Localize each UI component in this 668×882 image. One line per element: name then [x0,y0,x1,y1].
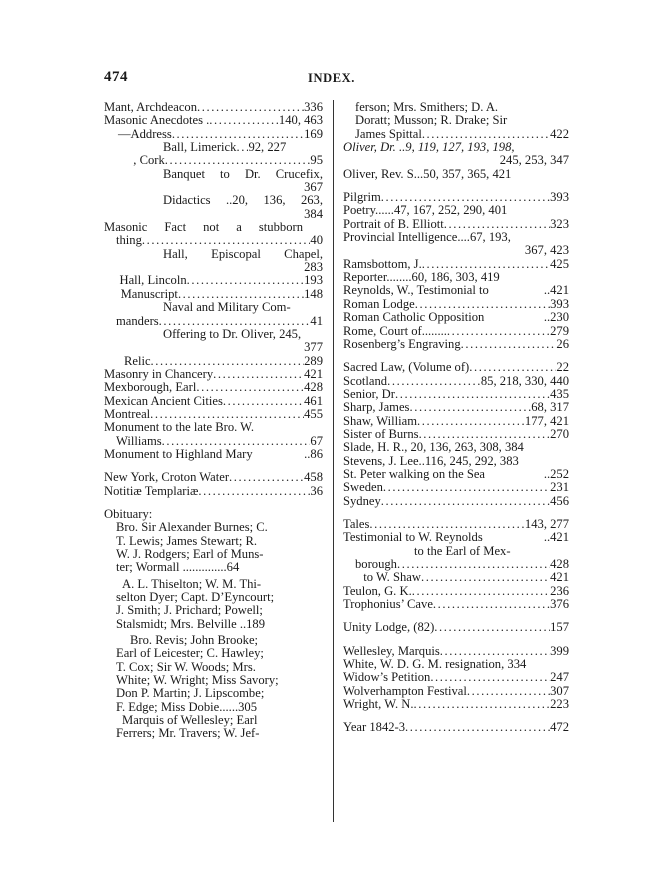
index-entry-continued [343,244,569,257]
entry-text: Notitiæ Templariæ [104,484,199,498]
dot-leader [434,621,550,634]
page-ref: ..421 [543,284,569,298]
ditto-rule [104,128,117,140]
index-entry [343,204,569,217]
dot-leader [196,381,304,394]
page-ref: 143, 277 [524,517,569,531]
index-entry [343,325,569,338]
entry-text: Ramsbottom, J. [343,257,422,271]
page-ref: 283 [304,261,323,275]
index-entry [104,141,323,154]
dot-leader [209,114,279,127]
index-entry [343,481,569,494]
dot-leader [412,585,550,598]
index-entry [343,571,569,584]
index-entry [104,395,323,408]
entry-text: Senior, Dr [343,387,395,401]
page-ref: 245, 253, 347 [499,154,569,168]
index-entry [104,154,323,167]
index-entry [104,301,323,314]
section-gap [343,611,569,621]
ditto-rule [104,328,162,340]
dot-leader [422,128,550,141]
entry-text: Masonry in Chancery [104,367,214,381]
dot-leader [440,645,550,658]
obituary-line: Earl of Leicester; C. Hawley; [116,647,264,661]
entry-text: Naval and Military Com- [163,301,291,315]
page-ref: 157 [550,621,569,635]
entry-text: Didactics ..20, 136, 263, [163,194,323,208]
entry-text: Montreal [104,407,151,421]
obituary-line: Doratt; Musson; R. Drake; Sir [355,114,508,128]
page-ref: 177, 421 [524,414,569,428]
index-entry [343,168,569,181]
page-ref: 169 [304,127,323,141]
dot-leader [417,415,525,428]
ditto-rule [123,154,132,166]
page-ref: 336 [304,101,323,114]
page-ref: 377 [304,341,323,355]
index-entry-continued [343,558,569,571]
section-gap [343,711,569,721]
index-entry [104,408,323,421]
entry-text: Widow’s Petition [343,671,431,685]
index-entry [343,585,569,598]
section-gap [343,508,569,518]
entry-text: James Spittal [355,127,422,141]
dot-leader [467,685,550,698]
page-ref: 68, 317 [531,401,569,415]
page-ref: 435 [550,387,569,401]
page-ref: 236 [550,584,569,598]
page-ref: 140, 463 [278,114,323,128]
index-entry [343,271,569,284]
index-entry [104,381,323,394]
index-entry [343,598,569,611]
entry-text: Relic [123,354,151,368]
index-entry-continued [104,435,323,448]
index-entry [343,141,569,154]
page-ref: 323 [550,217,569,231]
section-gap [343,635,569,645]
index-entry [104,168,323,181]
page-ref: 26 [556,337,569,351]
index-entry [343,698,569,711]
dot-leader [433,598,550,611]
index-entry [104,471,323,484]
index-entry [104,128,323,141]
entry-text: thing [116,234,142,248]
index-column-left [104,101,323,741]
index-entry [343,495,569,508]
dot-leader [236,141,248,154]
page-ref: 85, 218, 330, 440 [480,374,569,388]
index-entry [343,298,569,311]
entry-text: Mexican Ancient Cities [104,394,223,408]
entry-text: Williams [116,434,162,448]
entry-text: Sister of Burns [343,427,419,441]
index-entry-continued [104,234,323,247]
index-entry [343,671,569,684]
entry-text: Portrait of B. Elliott [343,217,444,231]
entry-text: Rome, Court of........ [343,324,447,338]
entry-text: Trophonius’ Cave [343,598,433,612]
entry-text: Sacred Law, (Volume of) [343,361,470,375]
section-gap [104,498,323,508]
ditto-rule [104,274,118,286]
entry-text: Sydney [343,494,381,508]
dot-leader [405,721,550,734]
entry-text: Roman Catholic Opposition [343,311,485,325]
dot-leader [461,338,557,351]
page-ref: 92, 227 [248,141,287,155]
index-entry [104,194,323,207]
dot-leader [414,698,551,711]
dot-leader [223,395,304,408]
entry-text: Shaw, William [343,414,417,428]
ditto-rule [104,154,122,166]
dot-leader [159,315,311,328]
entry-text: Sharp, James [343,401,410,415]
page-ref: 247 [550,671,569,685]
index-entry [343,685,569,698]
page-ref: 428 [304,381,323,395]
dot-leader [422,258,550,271]
entry-text: New York, Croton Water [104,471,230,485]
obituary-line: ferson; Mrs. Smithers; D. A. [355,101,499,114]
entry-text: Obituary: [104,507,153,521]
page-ref: 421 [550,571,569,585]
index-entry [343,191,569,204]
page-ref: ..86 [304,447,323,461]
index-entry [343,218,569,231]
entry-text: Banquet to Dr. Crucefix, [163,167,323,181]
entry-text: White, W. D. G. M. resignation, 334 [343,658,527,672]
page-ref: 393 [550,297,569,311]
page-ref: 425 [550,257,569,271]
dot-leader [395,388,550,401]
dot-leader [409,401,531,414]
ditto-rule [104,141,162,153]
entry-text: Ball, Limerick [163,141,237,155]
index-entry [343,361,569,374]
obituary-line: Marquis of Wellesley; Earl [122,714,258,728]
entry-text: Sweden [343,481,383,495]
dot-leader [430,671,550,684]
index-entry [343,338,569,351]
entry-text: manders [116,314,159,328]
entry-text: Teulon, G. K. [343,584,412,598]
dot-leader [142,234,311,247]
index-entry [104,274,323,287]
page-ref: 472 [550,721,569,735]
obituary-line: Bro. Sir Alexander Burnes; C. [116,521,268,535]
page-ref: 36 [310,484,323,498]
dot-leader [369,518,525,531]
entry-text: to the Earl of Mex- [414,544,511,558]
obituary-line: T. Cox; Sir W. Woods; Mrs. [116,660,256,674]
entry-text: Tales [343,517,370,531]
page-ref: 148 [304,287,323,301]
dot-leader [151,355,305,368]
obituary-line: Stalsmidt; Mrs. Belville ..189 [116,617,266,631]
page-ref: 367 [304,181,323,195]
obituary-line: W. J. Rodgers; Earl of Muns- [116,548,264,561]
dot-leader [198,485,310,498]
page-ref: 458 [304,471,323,485]
page-ref: 231 [550,481,569,495]
dot-leader [229,471,304,484]
page-ref: ..230 [543,311,569,325]
page-ref: 279 [550,324,569,338]
index-entry [343,231,569,244]
entry-text: Reynolds, W., Testimonial to [343,284,489,298]
page-ref: 95 [310,154,323,168]
index-entry [343,518,569,531]
page-ref: 455 [304,407,323,421]
index-column-right [343,101,569,735]
obituary-line: A. L. Thiselton; W. M. Thi- [122,577,262,591]
index-entry [343,311,569,324]
page-ref: 193 [304,274,323,288]
entry-text: Mant, Archdeacon [104,101,198,114]
ditto-rule [343,571,362,583]
entry-text: , Cork [133,154,165,168]
dot-leader [383,481,550,494]
dot-leader [397,558,550,571]
column-divider [333,100,334,822]
page-ref: 421 [304,367,323,381]
page-ref: 376 [550,598,569,612]
dot-leader [162,435,311,448]
index-entry-continued [104,208,323,221]
index-entry-continued [343,154,569,167]
obituary-line: J. Smith; J. Prichard; Powell; [116,604,263,618]
obituary-line: Bro. Revis; John Brooke; [130,634,259,648]
index-entry [343,455,569,468]
entry-text: Oliver, Rev. S...50, 357, 365, 421 [343,167,512,181]
dot-leader [469,361,556,374]
entry-text: Year 1842-3 [343,721,406,735]
index-entry-continued [104,341,323,354]
obituary-line: Don P. Martin; J. Lipscombe; [116,687,265,701]
index-entry [343,388,569,401]
entry-text: Monument to Highland Mary [104,447,253,461]
obituary-line: White; W. Wright; Miss Savory; [116,674,279,688]
index-entry [343,645,569,658]
page-ref: ..421 [543,531,569,545]
dot-leader [150,408,304,421]
index-entry [104,101,323,114]
entry-text: Hall, Lincoln [119,274,187,288]
page-ref: 384 [304,207,323,221]
index-entry [343,721,569,734]
page-ref: 393 [550,191,569,205]
index-entry [104,355,323,368]
entry-text: Monument to the late Bro. W. [104,421,255,435]
index-entry [104,368,323,381]
entry-text: Pilgrim [343,191,381,205]
entry-text: Masonic Anecdotes . [104,114,210,128]
index-entry [104,328,323,341]
running-head: INDEX. [308,71,356,85]
index-entry [343,428,569,441]
page-ref: 461 [304,394,323,408]
index-entry [104,288,323,301]
page-ref: 41 [310,314,323,328]
index-entry [104,485,323,498]
page-ref: 67 [310,434,323,448]
index-entry [343,284,569,297]
dot-leader [381,495,550,508]
index-entry [104,248,323,261]
entry-text: Oliver, Dr. ..9, 119, 127, 193, 198, [343,141,515,155]
page-number: 474 [104,69,128,85]
page-ref: 223 [550,698,569,712]
entry-text: Slade, H. R., 20, 136, 263, 308, 384 [343,441,524,455]
entry-text: Testimonial to W. Reynolds [343,531,483,545]
entry-text: Wright, W. N. [343,698,414,712]
dot-leader [172,128,304,141]
entry-text: Wolverhampton Festival [343,684,467,698]
obituary-line: Ferrers; Mr. Travers; W. Jef- [116,727,260,741]
entry-text: Poetry......47, 167, 252, 290, 401 [343,204,508,218]
entry-text: Provincial Intelligence....67, 193, [343,231,511,245]
ditto-rule [104,168,162,180]
dot-leader [213,368,304,381]
page-ref: 456 [550,494,569,508]
ditto-rule [104,248,162,260]
ditto-rule [104,355,123,367]
index-entry [104,221,323,234]
page-ref: 270 [550,427,569,441]
dot-leader [421,571,550,584]
dot-leader [178,288,304,301]
entry-text: Scotland [343,374,388,388]
ditto-rule [104,301,162,313]
entry-text: Reporter........60, 186, 303, 419 [343,271,500,285]
entry-text: Wellesley, Marquis [343,644,440,658]
dot-leader [381,191,550,204]
entry-text: Manuscript [120,287,178,301]
entry-text: Stevens, J. Lee..116, 245, 292, 383 [343,454,519,468]
index-entry [343,531,569,544]
entry-text: Offering to Dr. Oliver, 245, [163,327,302,341]
index-entry [343,621,569,634]
entry-text: Masonic Fact not a stubborn [104,221,303,235]
index-entry [343,658,569,671]
dot-leader [165,154,311,167]
entry-text: —Address [117,127,172,141]
index-entry [343,415,569,428]
dot-leader [415,298,550,311]
obituary-line: T. Lewis; James Stewart; R. [116,534,258,548]
page-ref: 22 [556,361,569,375]
entry-text: Hall, Episcopal Chapel, [163,247,323,261]
obituary-line: ter; Wormall ..............64 [116,561,240,575]
ditto-rule [343,545,413,557]
dot-leader [419,428,551,441]
dot-leader [444,218,550,231]
dot-leader [447,325,550,338]
index-entry-continued [104,315,323,328]
entry-text: Rosenberg’s Engraving [343,337,461,351]
page-ref: 367, 423 [524,244,569,258]
index-entry [343,258,569,271]
page-ref: 289 [304,354,323,368]
obituary-line: selton Dyer; Capt. D’Eyncourt; [116,591,275,605]
section-gap [104,461,323,471]
index-entry [343,468,569,481]
index-entry [104,508,323,521]
entry-text: Roman Lodge [343,297,415,311]
index-entry [104,448,323,461]
dot-leader [187,274,304,287]
index-entry [104,114,323,127]
page-ref: 428 [550,558,569,571]
page-ref: 422 [550,127,569,141]
section-gap [343,181,569,191]
obituary-line: F. Edge; Miss Dobie......305 [116,700,258,714]
page-ref: 307 [550,684,569,698]
index-entry [343,441,569,454]
index-entry-continued [104,181,323,194]
entry-text: Unity Lodge, (82) [343,621,435,635]
page-ref: 399 [550,644,569,658]
entry-text: to W. Shaw [363,571,421,585]
section-gap [343,351,569,361]
index-entry [343,401,569,414]
page-ref: 40 [310,234,323,248]
ditto-rule [104,194,162,206]
index-entry-continued [343,128,569,141]
entry-text: St. Peter walking on the Sea [343,467,486,481]
page-ref: ..252 [543,467,569,481]
index-entry [343,375,569,388]
ditto-rule [104,288,120,300]
entry-text: borough [355,558,397,571]
index-entry [343,545,569,558]
entry-text: Mexborough, Earl [104,381,197,395]
index-entry-continued [104,261,323,274]
dot-leader [197,101,304,114]
index-entry [104,421,323,434]
dot-leader [387,375,481,388]
